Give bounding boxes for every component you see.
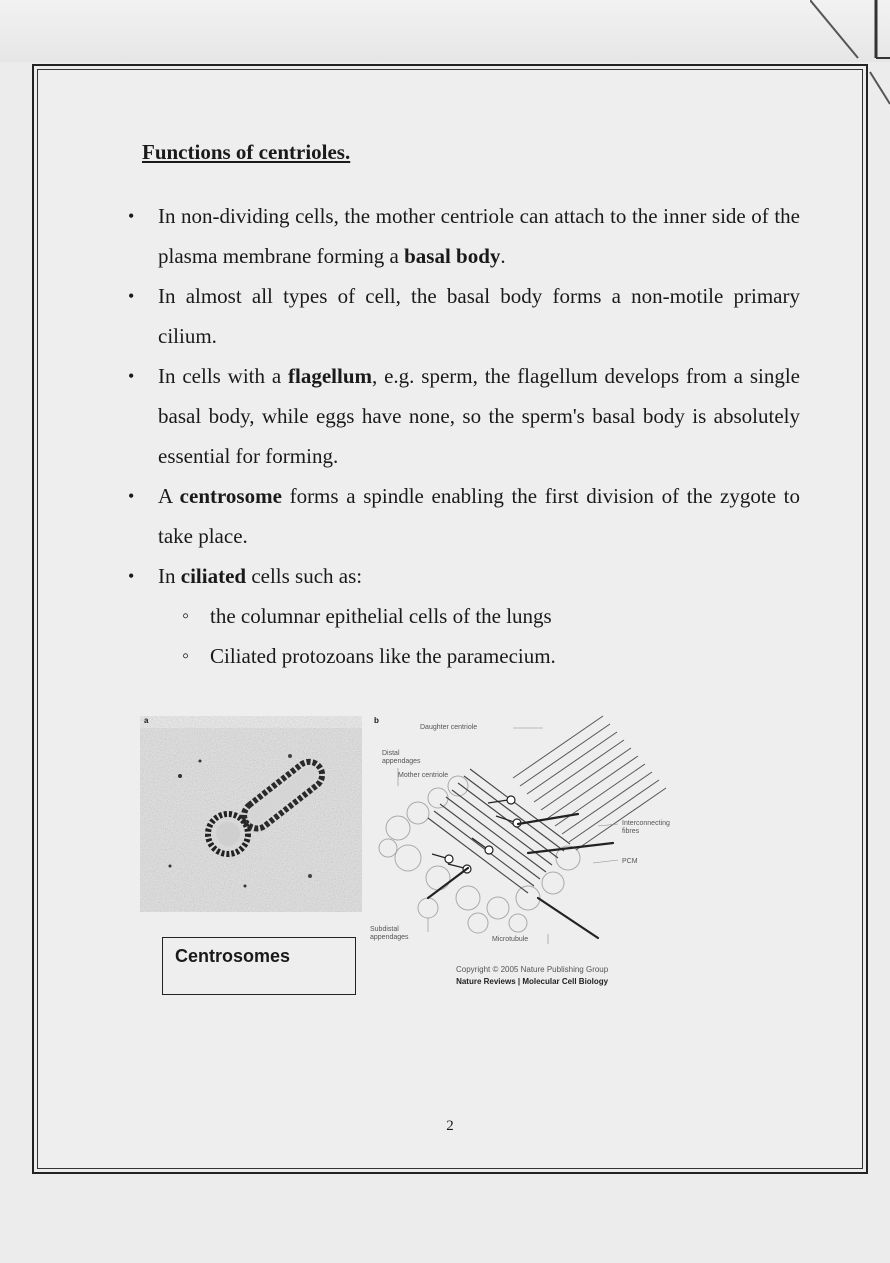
label-interconnecting-1: Interconnecting [622, 820, 670, 827]
label-pcm: PCM [622, 858, 638, 865]
copyright-line: Copyright © 2005 Nature Publishing Group [456, 965, 609, 974]
centrosome-diagram [368, 708, 678, 952]
list-item: • In ciliated cells such as: ◦ the columnar epithelial cells of the lungs ◦ Ciliated protozoans like the paramecium. [120, 556, 800, 676]
label-subdistal-1: Subdistal [370, 926, 399, 933]
figure-credit [456, 964, 608, 988]
label-microtubule: Microtubule [492, 936, 529, 943]
centrosome-micrograph [140, 716, 362, 912]
label-interconnecting-2: fibres [622, 828, 640, 835]
scan-top-margin [0, 0, 890, 62]
term-basal-body: basal body [404, 244, 501, 268]
figure-caption: Centrosomes [175, 946, 291, 966]
panel-b-letter: b [374, 716, 379, 725]
label-distal-appendages-2: appendages [382, 758, 421, 765]
label-subdistal-2: appendages [370, 934, 409, 941]
list-item: • A centrosome forms a spindle enabling the first division of the zygote to take place. [120, 476, 800, 556]
label-daughter-centriole: Daughter centriole [420, 724, 478, 731]
ciliated-examples-list [158, 596, 800, 676]
journal-line: Nature Reviews | Molecular Cell Biology [456, 977, 609, 986]
sub-list-item: ◦ Ciliated protozoans like the paramecium. [158, 636, 800, 676]
term-centrosome: centrosome [179, 484, 282, 508]
figure-caption-box [162, 937, 356, 995]
term-ciliated: ciliated [180, 564, 247, 588]
list-item: • In almost all types of cell, the basal body forms a non-motile primary cilium. [120, 276, 800, 356]
section-heading: Functions of centrioles. [142, 140, 351, 164]
list-item: • In cells with a flagellum, e.g. sperm, the flagellum develops from a single basal body, while eggs have none, so the sperm's basal body is absolutely essential for forming. [120, 356, 800, 476]
label-mother-centriole: Mother centriole [398, 772, 449, 779]
list-item: • In non-dividing cells, the mother centriole can attach to the inner side of the plasma membrane forming a basal body. [120, 196, 800, 276]
micrograph-image [140, 716, 362, 912]
sub-list-item: ◦ the columnar epithelial cells of the lungs [158, 596, 800, 636]
page-number: 2 [446, 1118, 454, 1134]
functions-list [120, 196, 800, 676]
term-flagellum: flagellum [288, 364, 373, 388]
label-distal-appendages-1: Distal [382, 750, 400, 757]
panel-a-letter: a [144, 716, 149, 725]
